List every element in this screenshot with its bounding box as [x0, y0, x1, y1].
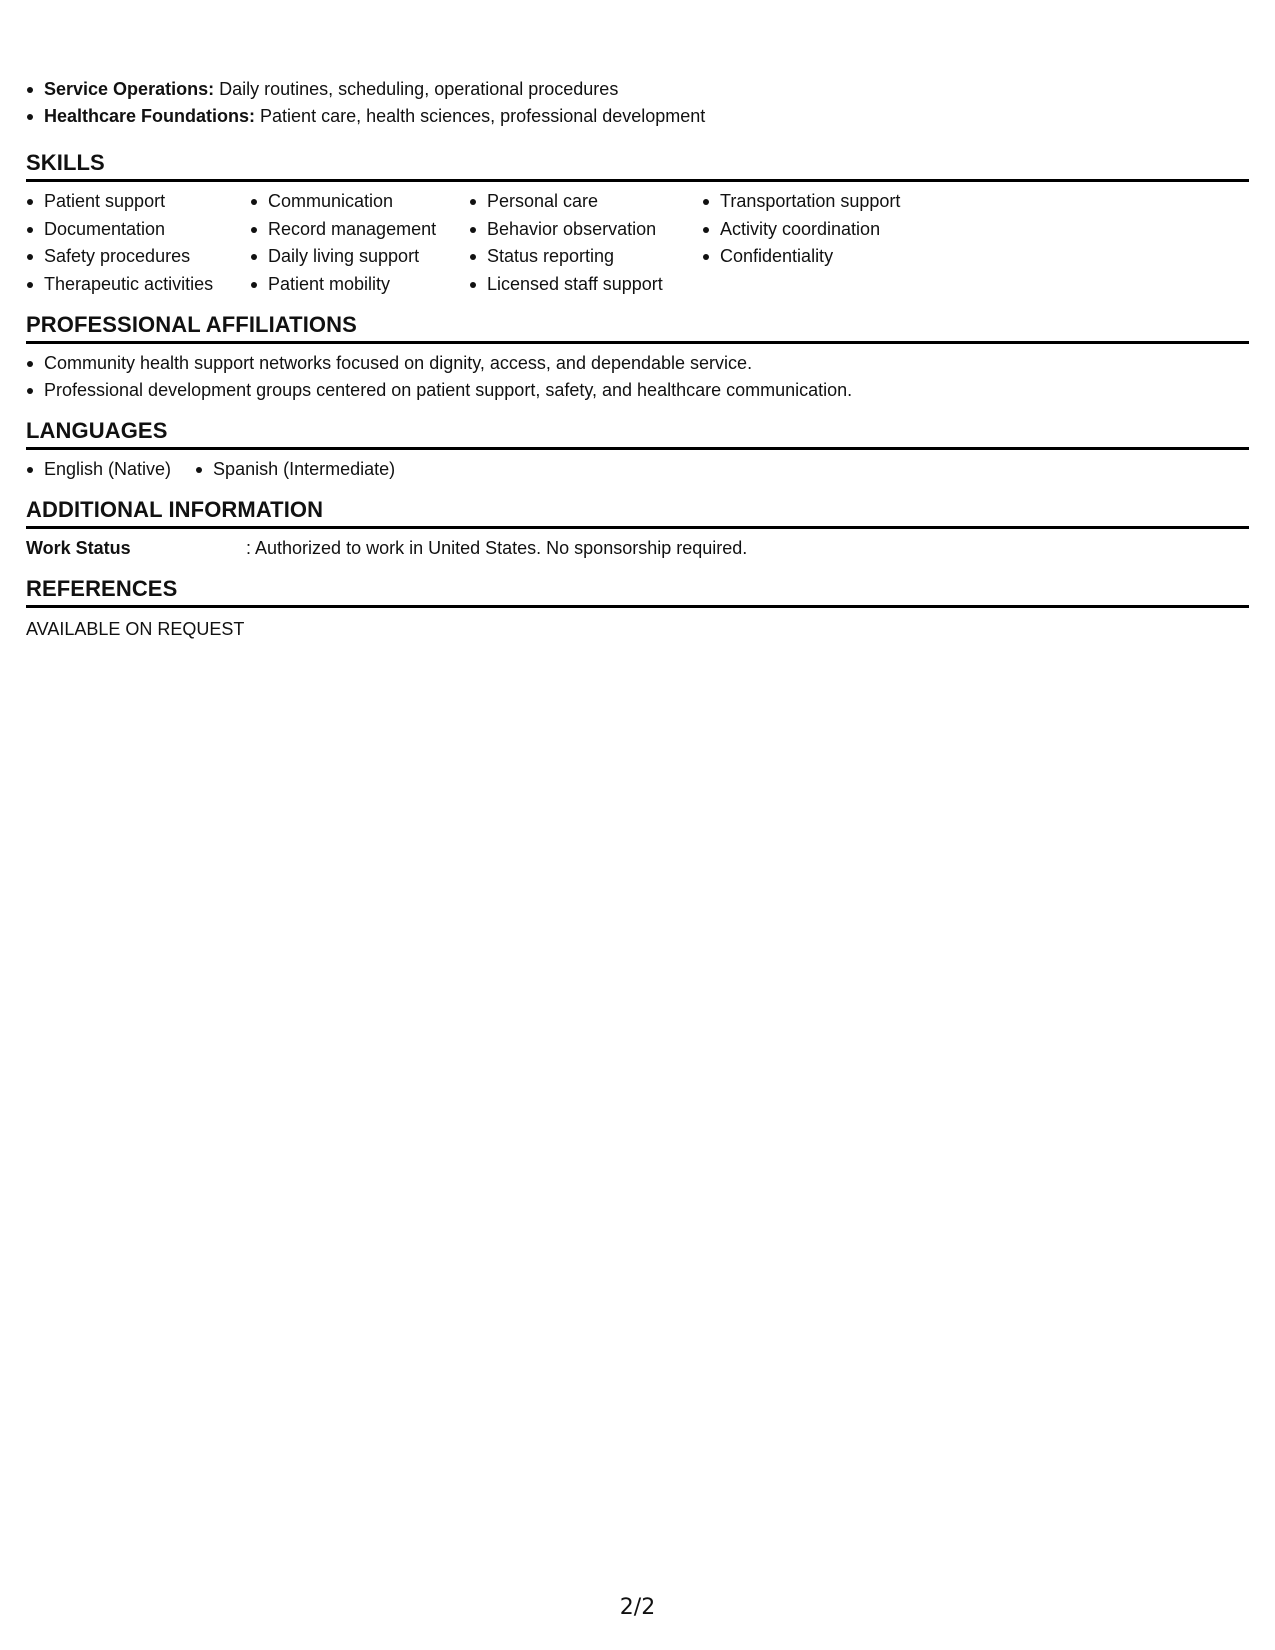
section-title: SKILLS	[26, 150, 1249, 182]
language-item: Spanish (Intermediate)	[195, 456, 395, 483]
skill-item: Licensed staff support	[469, 271, 702, 299]
skill-item: Record management	[250, 216, 469, 244]
references-text: AVAILABLE ON REQUEST	[26, 619, 245, 639]
languages-section	[26, 418, 1249, 483]
skill-item: Transportation support	[702, 188, 962, 216]
skills-column	[250, 188, 469, 298]
section-title: PROFESSIONAL AFFILIATIONS	[26, 312, 1249, 344]
work-status-row	[26, 535, 1249, 562]
section-title: REFERENCES	[26, 576, 1249, 608]
skill-item: Confidentiality	[702, 243, 962, 271]
top-bullet-list	[26, 76, 1249, 130]
work-status-value: : Authorized to work in United States. No sponsorship required.	[246, 538, 748, 558]
list-item: Community health support networks focused on dignity, access, and dependable service.	[26, 350, 1249, 377]
skill-item: Safety procedures	[26, 243, 250, 271]
skills-column	[702, 188, 962, 298]
skills-column	[26, 188, 250, 298]
skills-section	[26, 150, 1249, 298]
section-title: LANGUAGES	[26, 418, 1249, 450]
item-text: Patient care, health sciences, professional development	[255, 106, 706, 126]
affiliations-section	[26, 312, 1249, 404]
skills-grid	[26, 188, 1249, 298]
list-item: Professional development groups centered on patient support, safety, and healthcare communication.	[26, 377, 1249, 404]
additional-info-section	[26, 497, 1249, 562]
skill-item: Documentation	[26, 216, 250, 244]
item-label: Service Operations:	[44, 79, 215, 99]
work-status-label: Work Status	[26, 538, 131, 558]
skill-item: Therapeutic activities	[26, 271, 250, 299]
languages-list	[26, 456, 1249, 483]
skill-item: Patient support	[26, 188, 250, 216]
list-item	[26, 103, 1249, 130]
skill-item: Communication	[250, 188, 469, 216]
skill-item: Patient mobility	[250, 271, 469, 299]
item-label: Healthcare Foundations:	[44, 106, 256, 126]
resume-page	[26, 76, 1249, 643]
skill-item: Personal care	[469, 188, 702, 216]
section-title: ADDITIONAL INFORMATION	[26, 497, 1249, 529]
skill-item: Behavior observation	[469, 216, 702, 244]
item-text: Daily routines, scheduling, operational procedures	[214, 79, 619, 99]
references-section	[26, 576, 1249, 643]
affiliations-list	[26, 350, 1249, 404]
skill-item: Status reporting	[469, 243, 702, 271]
skills-column	[469, 188, 702, 298]
page-number: 2/2	[619, 1595, 656, 1620]
skill-item: Activity coordination	[702, 216, 962, 244]
skill-item: Daily living support	[250, 243, 469, 271]
list-item	[26, 76, 1249, 103]
language-item: English (Native)	[26, 456, 171, 483]
